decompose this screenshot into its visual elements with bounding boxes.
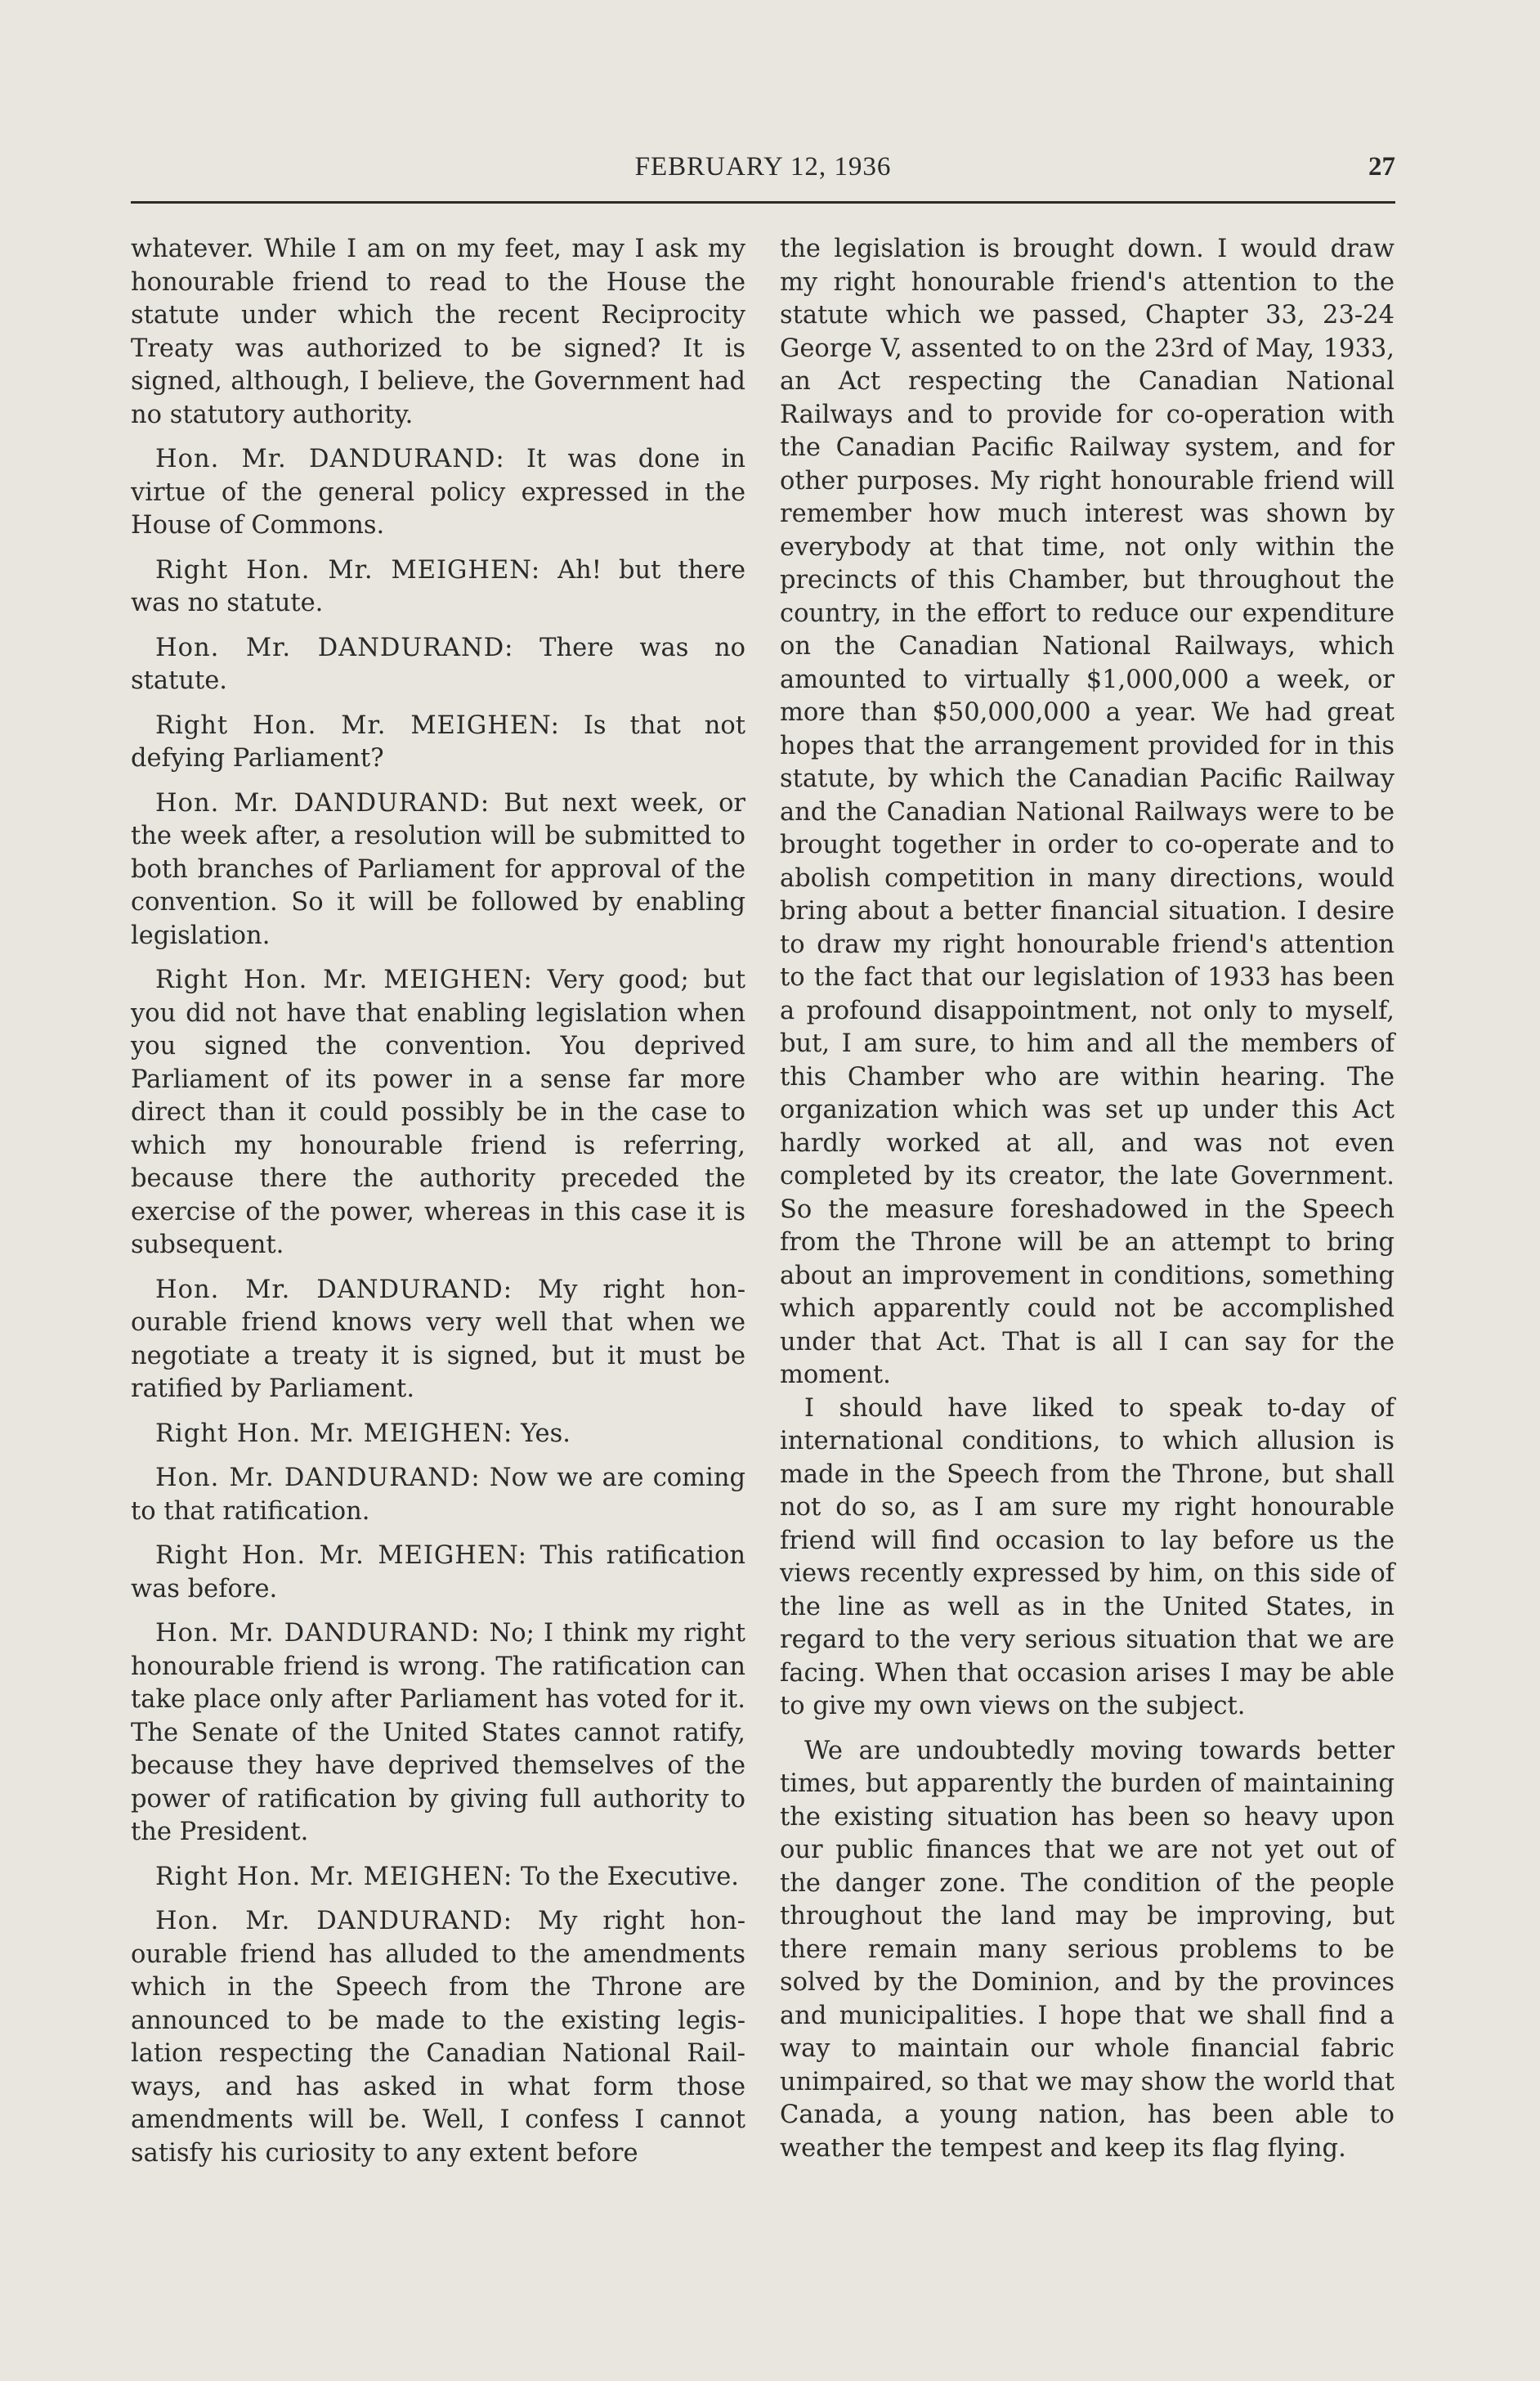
paragraph [131,1540,745,1606]
paragraph [780,1735,1395,2166]
paragraph-text: My right honourable friend has alluded to the amendments which in the Speech from the Throne are announced to be made to the existing legislation respecting the Canadian National Railways, and has asked in what form those amendments will be. Well, I confess I cannot satisfy his curiosity to any extent before [131,1907,746,2168]
right-column [780,233,1395,2177]
paragraph [131,1462,745,1528]
speaker-name: Hon. Mr. DANDURAND: [155,1907,513,1935]
paragraph [131,1617,745,1850]
paragraph [131,1905,745,2170]
paragraph [131,1418,745,1451]
paragraph-text: But next week, or the week after, a resolution will be submitted to both branches of Parliament for approval of the convention. So it will be followed by enabling legislation. [131,788,746,950]
paragraph-text: This ratification was before. [131,1541,745,1603]
paragraph [131,632,745,698]
speaker-name: Hon. Mr. DANDURAND: [155,445,505,473]
paragraph-text: Is that not defying Parliament? [131,711,745,773]
speaker-name: Right Hon. Mr. MEIGHEN: [155,1419,513,1448]
speaker-name: Hon. Mr. DANDURAND: [155,788,490,818]
paragraph [131,554,745,621]
paragraph-text: Very good; but you did not have that enabling legislation when you signed the convention. You deprived Parliament of its power in a sense far more direct than it could possibly be in the case to which my honourable friend is referring, because there the authority preceded the exercise of the power, whereas in this case it is subsequent. [131,966,746,1259]
header-date: FEBRUARY 12, 1936 [634,152,892,182]
paragraph [780,1392,1395,1724]
page-header [131,146,1395,191]
paragraph-text: There was no statute. [131,633,745,695]
paragraph [131,1861,745,1894]
left-column [131,233,745,2181]
paragraph-text: I should have liked to speak to-day of international conditions, to which allusion is made in the Speech from the Throne, but shall not do so, as I am sure my right honourable friend will find occasion to lay before us the views recently expressed by him, on this side of the line as well as in the United States, in regard to the very serious situation that we are facing. When that occasion arises I may be able to give my own views on the subject. [780,1393,1395,1720]
paragraph [131,964,745,1262]
speaker-name: Right Hon. Mr. MEIGHEN: [155,966,533,994]
speaker-name: Hon. Mr. DANDURAND: [155,633,514,662]
speaker-name: Hon. Mr. DANDURAND: [155,1619,481,1648]
paragraph [780,233,1395,1392]
paragraph [131,443,745,543]
paragraph-text: To the Executive. [521,1862,739,1891]
paragraph-text: whatever. While I am on my feet, may I ask my honourable friend to read to the House the statute under which the recent Reciprocity Treaty was authorized to be signed? It is signed, although, I believe, the Government had no statutory authority. [131,235,745,429]
paragraph-text: My right honourable friend knows very well that when we negotiate a treaty it is signed, but it must be ratified by Parliament. [131,1275,746,1403]
paragraph [131,1274,745,1406]
header-rule [131,201,1395,204]
paragraph [131,787,745,953]
paragraph-text: No; I think my right honourable friend is wrong. The ratification can take place only after Parliament has voted for it. The Senate of the United States cannot ratify, because they have deprived themselves of the power of ratification by giving full authority to the President. [131,1619,745,1846]
paragraph-text: It was done in virtue of the general policy expressed in the House of Commons. [131,445,745,540]
speaker-name: Right Hon. Mr. MEIGHEN: [155,711,560,740]
speaker-name: Right Hon. Mr. MEIGHEN: [155,1541,528,1570]
paragraph-text: the legislation is brought down. I would draw my right honourable friend's attention to the statute which we passed, Chapter 33, 23-24 George V, assented to on the 23rd of May, 1933, an Act respecting the Canadian National Railways and to provide for co-operation with the Canadian Pacific Railway system, and for other purposes. My right honourable friend will remember how much interest was shown by everybody at that time, not only within the precincts of this Chamber, but throughout the country, in the effort to reduce our expenditure on the Canadian National Railways, which amounted to virtually $1,000,000 a week, or more than $50,000,000 a year. We had great hopes that the arrangement provided for in this statute, by which the Canadian Pacific Railway and the Canadian National Railways were to be brought together in order to co-operate and to abolish competition in many directions, would bring about a better financial situation. I desire to draw my right honourable friend's attention to the fact that our legislation of 1933 has been a profound disappointment, not only to myself, but, I am sure, to him and all the members of this Chamber who are within hearing. The organization which was set up under this Act hardly worked at all, and was not even completed by its creator, the late Government. So the measure foreshadowed in the Speech from the Throne will be an attempt to bring about an improvement in conditions, something which apparently could not be accomplished under that Act. That is all I can say for the moment. [780,235,1395,1389]
paragraph [131,233,745,432]
speaker-name: Right Hon. Mr. MEIGHEN: [155,555,541,585]
page-number: 27 [1368,152,1395,182]
speaker-name: Right Hon. Mr. MEIGHEN: [155,1862,513,1891]
paragraph [131,710,745,776]
paragraph-text: Ah! but there was no statute. [131,555,745,617]
paragraph-text: Yes. [521,1419,571,1448]
speaker-name: Hon. Mr. DANDURAND: [155,1275,513,1304]
speaker-name: Hon. Mr. DANDURAND: [155,1464,481,1492]
paragraph-text: Now we are coming to that ratification. [131,1464,745,1526]
paragraph-text: We are undoubtedly moving towards better times, but apparently the burden of maintaining the existing situation has been so heavy upon our public finances that we are not yet out of the danger zone. The condition of the people throughout the land may be improving, but there remain many serious problems to be solved by the Dominion, and by the provinces and municipalities. I hope that we shall find a way to maintain our whole financial fabric unimpaired, so that we may show the world that Canada, a young nation, has been able to weather the tempest and keep its flag flying. [780,1736,1395,2163]
